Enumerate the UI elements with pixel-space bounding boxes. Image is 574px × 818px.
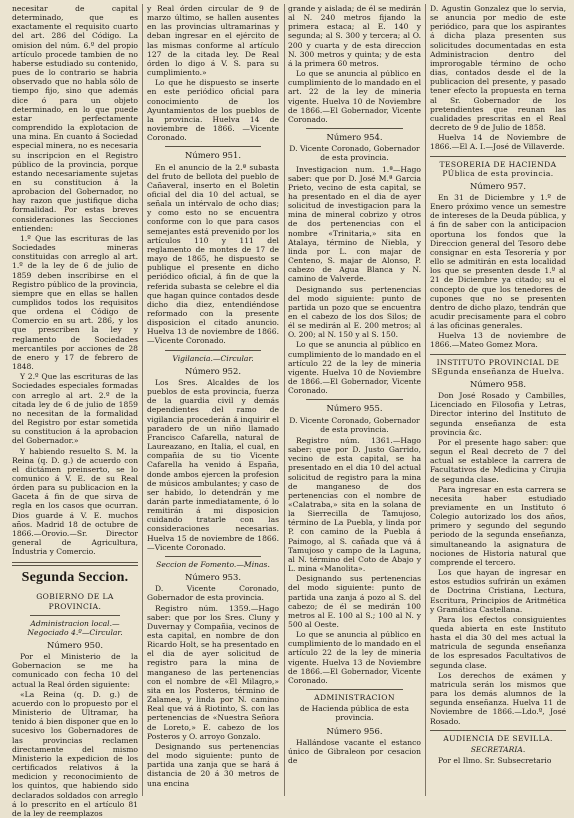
institute-heading: INSTITUTO PROVINCIAL DE SEgunda enseñanza de Huelva. bbox=[431, 357, 565, 376]
divider bbox=[430, 354, 566, 355]
column-rule bbox=[142, 4, 143, 796]
notice-number: Número 958. bbox=[470, 378, 526, 389]
column-rule bbox=[284, 4, 285, 796]
paragraph: Lo que he dispuesto se inserte en este periódico oficial para conocimiento de los Ayuntamientos de los pueblos de la provincia. Huelva 14 de noviembre de 1866. —Vicente Coronado. bbox=[147, 78, 279, 143]
divider bbox=[430, 730, 566, 731]
divider bbox=[30, 615, 120, 616]
paragraph: D. Agustin Gonzalez que lo servia, se anuncia por medio de este periódico, para que los aspirantes á dicha plaza presenten sus solicitudes documentadas en esta Administracion dentro del improrogable término de ocho dias, contados desde el de la publicacion del presente, y pasado tener efecto la propuesta en terna al Sr. Gobernador de los pretendientes que reunan las cualidades prescritas en el Real decreto de 9 de Julio de 1858. bbox=[430, 4, 566, 133]
column-rule bbox=[425, 4, 426, 796]
notice-number: Número 954. bbox=[326, 132, 383, 143]
fomento-section-line: Seccion de Fomento.—Minas. bbox=[156, 559, 270, 569]
divider bbox=[165, 146, 261, 147]
column-1 bbox=[12, 4, 138, 818]
paragraph: D. Vicente Coronado, Gobernador de esta provincia. bbox=[147, 584, 279, 603]
column-3 bbox=[288, 4, 421, 796]
divider bbox=[165, 350, 261, 351]
paragraph: Huelva 14 de Noviembre de 1866.—El A. I.—José de Villaverde. bbox=[430, 133, 566, 152]
government-heading: GOBIERNO DE LA PROVINCIA. bbox=[36, 592, 114, 611]
paragraph: Investigacion num. 1.ª—Hago saber: que por D. José M.ª Garcia Prieto, vecino de esta capital, se ha presentado en el dia de ayer solicitud de investigacion para la mina de mineral cobrizo y otros de dos pertenencias con el nombre «Trinitaria,» sita en Atalaya, término de Niebla, y linda por L. con majar de Centeno, S. majar de Alonso, P. cabezo de Agua Blanca y N. camino de Valverde. bbox=[288, 164, 421, 284]
paragraph: necesitar de capital determinado, que es exactamente el requisito cuarto del art. 286 del Código. La omision del núm. 6.º del propio artículo procede tambien de no haberse estudiado su contenido, pues de lo contrario se habria observado que no habla sólo de tiempo fijo, sino que además dice ó para un objeto determinado, en lo que puede estar perfectamente comprendido la explotacion de una mina. En cuanto á Sociedad especial minera, no es necesaria su inscripcion en el Registro público de la provincia, porque estando necesariamente sujetas en su constitucion á la aprobacion del Gobernador, no hay razon que justifique dicha formalidad. Por estas breves consideraciones las Secciones entienden: bbox=[12, 4, 138, 233]
paragraph: Designando sus pertenencias del modo siguiente: punto de partida un pozo que se encuentra en el cabezo de los dos Silos; de él se medirán al E. 200 metros; al O. 200; al N. 150 y al S. 150. bbox=[288, 284, 421, 340]
paragraph: En el anuncio de la 2.ª subasta del fruto de bellota del pueblo de Cañaveral, inserto en el Boletin oficial del dia 10 del actual, se señala un intérvalo de ocho dias; y como esto no se encuentra conforme con lo que para casos semejantes está prevenido por los artículos 110 y 111 del reglamento de montes de 17 de mayo de 1865, he dispuesto se publique el presente en dicho periódico oficial, á fin de que la referida subasta se celebre el dia que hagan quince contados desde dicho dia diez, entendiéndose reformado con la presente disposicion el citado anuncio. Huelva 13 de noviembre de 1866.—Vicente Coronado. bbox=[147, 162, 279, 346]
paragraph: 1.º Que las escrituras de las Sociedades mineras constituidas con arreglo al art. 1.º de la ley de 6 de julio de 1859 deben inscribirse en el Registro público de la provincia, siempre que en ellas se hallen cumplidos todos los requisitos que ordena el Código de Comercio en su art. 286, y los que prescriben la ley y reglamento de Sociedades mercantiles por acciones de 28 de enero y 17 de febrero de 1848. bbox=[12, 233, 138, 372]
paragraph: Don José Rosado y Cambilles, Licenciado en Filosofia y Letras, Director interino del Instituto de segunda enseñanza de esta provincia &c. bbox=[430, 391, 566, 437]
paragraph: Los Sres. Alcaldes de los pueblos de esta provincia, fuerza de la guardia civil y demás dependientes del ramo de vigilancia procederán á inquirir el paradero de un niño llamado Francisco Cafarella, natural de Laureazano, en Italia, el cual, en compañia de su tio Vicente Cafarella ha venido á España, donde ambos ejercen la profesion de músicos ambulantes; y caso de ser habido, lo detendrán y me darán parte inmediatamente, ó lo remitirán á mi disposicion cuidando tratarle con las consideraciones necesarias. Huelva 15 de noviembre de 1866.—Vicente Coronado. bbox=[147, 377, 279, 552]
vigilance-circular-line: Vigilancia.—Circular. bbox=[172, 353, 254, 363]
paragraph: Designando sus pertenencias del modo siguiente: punto de partida una zanja á pozo al S. del cabezo; de él se medirán 100 metros al E. 100 al S.; 100 al N. y 500 al Oeste. bbox=[288, 574, 421, 629]
paragraph: Por el presente hago saber: que segun el Real decreto de 7 del actual se establece la carrera de Facultativos de Medicina y Cirujia de segunda clase. bbox=[430, 437, 566, 484]
notice-number: Número 955. bbox=[326, 403, 383, 414]
notice-number: Número 956. bbox=[326, 725, 383, 736]
paragraph: y Real órden circular de 9 de marzo último, se hallen ausentes en las provincias ultramarinas y deban ingresar en el ejército de las mismas conforme al artículo 127 de la citada ley. De Real órden lo digo á V. S. para su cumplimiento.» bbox=[147, 4, 279, 78]
admin-circular-line: Administracion local.—Negociado 4.º—Circular. bbox=[27, 618, 123, 637]
column-2 bbox=[147, 4, 279, 796]
divider bbox=[165, 556, 261, 557]
paragraph: Registro núm. 1361.—Hago saber: que por D. Justo Garrido, vecino de esta capital, se ha presentado en el dia 10 del actual solicitud de registro para la mina de manganeso de dos pertenencias con el nombre de «Calatraba,» sita en la solana de la Sierrecilla de Tamujoso, término de La Puebla, y linda por P. con camino de la Puebla á Paimogo, al S. cañada que vá á Tamujoso y campo de la Laguna, al N. término del Coto de Abajo y L. mina «Manolita». bbox=[288, 435, 421, 574]
paragraph: Registro núm. 1359.—Hago saber: que por los Sres. Cluny y Duvernay y Compañia, vecinos de esta capital, en nombre de don Ricardo Holt, se ha presentado en el dia de ayer solicitud de registro para la mina de manganeso de las pertenencias con el nombre de «El Milagro,» sita en los Posteros, término de Zalamea, y linda por N. camino Real que vá á Riotinto, S. con las pertenencias de «Nuestra Señora de Loreto,» E. cabezo de los Posteros y O. arroyo Gonzalo. bbox=[147, 603, 279, 741]
paragraph: Hallándose vacante el estanco único de Gibraleon por cesacion de bbox=[288, 737, 421, 766]
notice-number: Número 953. bbox=[185, 572, 241, 583]
paragraph: Lo que se anuncia al público en cumplimiento de lo mandado en el artículo 22 de la ley de mineria vigente. Huelva 13 de Noviembre de 1866.—El Gobernador, Vicente Coronado. bbox=[288, 630, 421, 685]
paragraph: D. Vicente Coronado, Gobernador de esta provincia. bbox=[289, 415, 420, 434]
audiencia-heading: AUDIENCIA DE SEVILLA. bbox=[443, 733, 553, 743]
paragraph: grande y aislada; de él se medirán al N. 240 metros fijando la primera estaca; al E. 140 y segunda; al S. 300 y tercera; al O. 200 y cuarta y de esta direccion N. 300 metros y quinta; y de esta á la primera 60 metros. bbox=[288, 4, 421, 68]
paragraph: Los que hayan de ingresar en estos estudios sufrirán un exámen de Doctrina Cristiana, Lectura, Escritura, Principios de Aritmética y Gramática Castellana. bbox=[430, 568, 566, 614]
paragraph: Y habiendo resuelto S. M. la Reina (q. D. g.) de acuerdo con el dictámen preinserto, se lo comunico á V. E. de su Real órden para su publicacion en la Gaceta á fin de que sirva de regla en los casos que ocurran. Dios guarde á V. E. muchos años. Madrid 18 de octubre de 1866.—Orovio.—Sr. Director general de Agricultura, Industria y Comercio. bbox=[12, 446, 138, 557]
divider bbox=[306, 399, 403, 400]
paragraph: Para ingresar en esta carrera se necesita haber estudiado previamente en un Instituto ó Colegio autorizado los dos años, primero y segundo del segundo periodo de la segunda enseñanza, simultaneando la asignatura de nociones de Historia natural que comprende el tercero. bbox=[430, 484, 566, 567]
notice-number: Número 950. bbox=[47, 640, 103, 650]
notice-number: Número 957. bbox=[470, 180, 526, 191]
paragraph: Designando sus pertenencias del modo siguiente: punto de partida una zanja que se hará á distancia de 20 á 30 metros de una encina bbox=[147, 741, 279, 788]
divider bbox=[306, 689, 403, 690]
treasury-heading: TESORERIA DE HACIENDA PÚblica de esta provincia. bbox=[439, 159, 557, 178]
divider bbox=[12, 562, 138, 566]
paragraph: En 31 de Diciembre y 1.º de Enero próximo vence un semestre de intereses de la Deuda pública, y á fin de saber con la anticipacion oportuna los fondos que la Direccion general del Tesoro debe consignar en esta Tesorería y por ello se admitirán en esta localidad los que se presenten desde 1.º al 21 de Diciembre ya citado; su el concepto de que los tenedores de cupones que no se presenten dentro de dicho plazo, tendrán que acudir precisamente para el cobro á las oficinas generales. bbox=[430, 192, 566, 331]
administration-heading: ADMINISTRACION bbox=[314, 693, 395, 703]
divider bbox=[430, 156, 566, 157]
notice-number: Número 952. bbox=[185, 365, 241, 376]
paragraph: Lo que se anuncia al público en cumplimiento de lo mandado en el artículo 22 de la ley de mineria vigente. Huelva 10 de Noviembre de 1866.—El Gobernador, Vicente Coronado. bbox=[288, 340, 421, 396]
paragraph: Por el Ilmo. Sr. Subsecretario bbox=[438, 756, 552, 766]
column-4 bbox=[430, 4, 566, 796]
paragraph: Y 2.º Que las escrituras de las Sociedades especiales formadas con arreglo al art. 2.º de la citada ley de 6 de julio de 1859 no necesitan de la formalidad del Registro por estar sometida su constitucion á la aprobacion del Gobernador.» bbox=[12, 372, 138, 446]
paragraph: Lo que se anuncia al público en cumplimiento de lo mandado en el art. 22 de la ley de mineria vigente. Huelva 10 de Noviembre de 1866.—El Gobernador, Vicente Coronado. bbox=[288, 69, 421, 124]
divider bbox=[306, 128, 403, 129]
administration-subheading: de Hacienda pública de esta provincia. bbox=[299, 704, 410, 723]
paragraph: Para los efectos consiguientes queda abierta en este Instituto hasta el dia 30 del mes actual la matricula de segunda enseñanza de los espresados Facultativos de segunda clase. bbox=[430, 614, 566, 670]
paragraph: Huelva 13 de noviembre de 1866.—Mateo Gomez Mora. bbox=[430, 331, 566, 350]
section-title: Segunda Seccion. bbox=[21, 570, 129, 586]
paragraph: D. Vicente Coronado, Gobernador de esta provincia. bbox=[289, 144, 420, 163]
paragraph: Los derechos de exámen y matricula serán los mismos que para los demás alumnos de la segunda enseñanza. Huelva 11 de Noviembre de 1866.—Ldo.º, José Rosado. bbox=[430, 670, 566, 726]
notice-number: Número 951. bbox=[185, 150, 241, 161]
paragraph: «La Reina (q. D. g.) de acuerdo con lo propuesto por el Ministerio de Ultramar, ha tenido á bien disponer que en lo sucesivo los Gobernadores de las provincias reclamen directamente del mismo Ministerio la expedicion de los certificados relativos á la medicion y reconocimiento de los quintos, que habiendo sido declarados soldados con arreglo á lo prescrito en el artículo 81 de la ley de reemplazos bbox=[12, 689, 138, 818]
paragraph: Por el Ministerio de la Gobernacion se me ha comunicado con fecha 10 del actual la Real órden siguiente: bbox=[12, 652, 138, 689]
secretaria-heading: SECRETARIA. bbox=[470, 744, 526, 754]
